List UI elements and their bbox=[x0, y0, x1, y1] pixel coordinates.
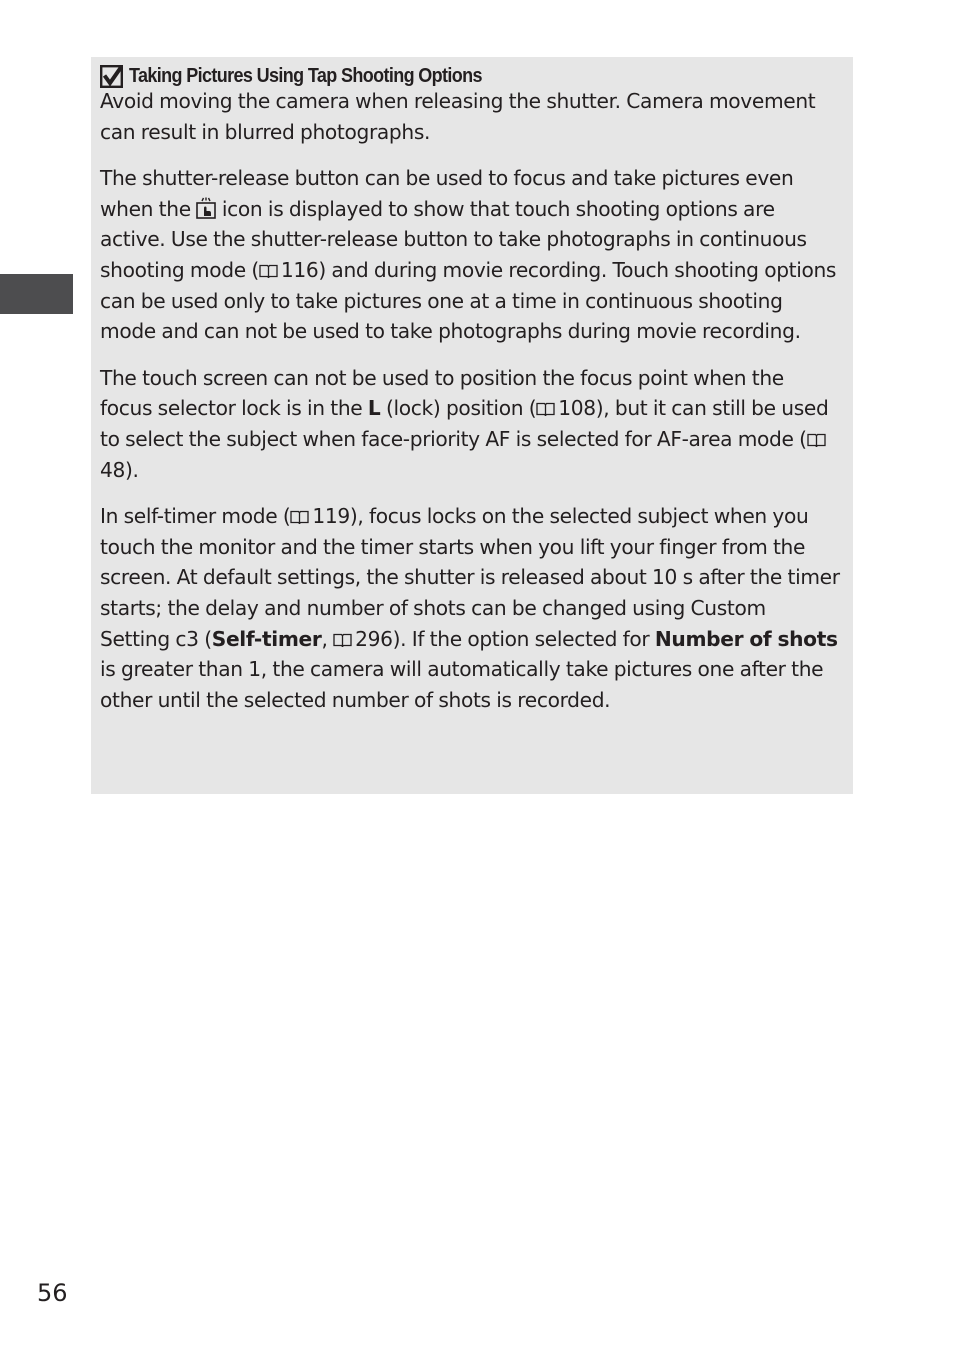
text-run: The touch screen can not be used to position the focus point when the focus selector lock is in the bbox=[100, 365, 784, 421]
checkmark-box-icon bbox=[100, 65, 123, 88]
note-title-text: Taking Pictures Using Tap Shooting Options bbox=[129, 64, 482, 87]
menu-item-number-of-shots: Number of shots bbox=[654, 626, 838, 651]
note-paragraph-3 bbox=[100, 363, 841, 486]
note-paragraph-4 bbox=[100, 501, 841, 716]
text-run: In self-timer mode ( bbox=[100, 503, 291, 528]
text-run: ), focus locks on the selected subject when you touch the monitor and the timer starts when you lift your finger from the screen. At default settings, the shutter is released about 10 s after the timer starts; the delay and number of shots can be changed using Custom Setting c3 ( bbox=[100, 503, 840, 651]
book-reference-icon bbox=[536, 402, 555, 416]
touch-shutter-icon bbox=[196, 197, 216, 219]
text-run: , bbox=[321, 626, 334, 651]
text-run: The shutter-release button can be used to focus and take pictures even when the bbox=[100, 165, 794, 221]
text-run: icon is displayed to show that touch shooting options are active. Use the shutter-release button to take photographs in continuous shooting mode ( bbox=[100, 196, 807, 283]
page-reference: 108 bbox=[558, 396, 596, 421]
text-run: ). If the option selected for bbox=[392, 626, 655, 651]
text-run: (lock) position ( bbox=[380, 396, 537, 421]
book-reference-icon bbox=[333, 633, 352, 647]
note-paragraph-1: Avoid moving the camera when releasing the shutter. Camera movement can result in blurred photographs. bbox=[100, 89, 816, 144]
book-reference-icon bbox=[807, 433, 826, 447]
book-reference-icon bbox=[259, 264, 278, 278]
lock-position-label: L bbox=[367, 396, 381, 421]
page-reference: 119 bbox=[312, 503, 350, 528]
book-reference-icon bbox=[290, 510, 309, 524]
text-run: ). bbox=[125, 457, 139, 482]
menu-item-self-timer: Self-timer bbox=[211, 626, 322, 651]
text-run: ) and during movie recording. Touch shooting options can be used only to take pictures one at a time in continuous shooting mode and can not be used to take photographs during movie recording. bbox=[100, 258, 837, 344]
page-number: 56 bbox=[37, 1279, 68, 1307]
page-reference: 296 bbox=[355, 626, 393, 651]
chapter-side-tab bbox=[0, 274, 73, 314]
text-run: ), but it can still be used to select the subject when face-priority AF is selected for AF-area mode ( bbox=[100, 396, 829, 452]
note-paragraph-2 bbox=[100, 163, 841, 347]
page-reference: 48 bbox=[100, 457, 125, 482]
note-box bbox=[91, 57, 853, 794]
page-reference: 116 bbox=[280, 258, 319, 283]
text-run: is greater than 1, the camera will automatically take pictures one after the other until the selected number of shots is recorded. bbox=[100, 657, 824, 713]
